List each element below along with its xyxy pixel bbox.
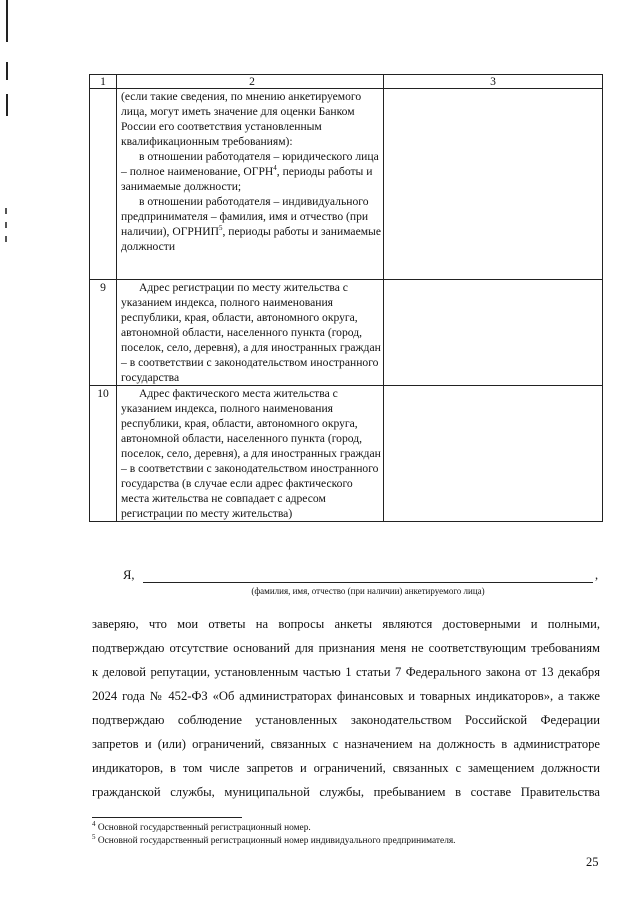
footnote-text: Основной государственный регистрационный номер. <box>95 823 311 833</box>
signature-row <box>123 568 603 586</box>
footnote-mark: 4 <box>92 819 96 828</box>
scan-artifact <box>5 236 7 242</box>
scan-artifact <box>6 62 8 80</box>
question-paragraph: (если такие сведения, по мнению анкетируемого лица, могут иметь значение для оценки Банком России его соответствия установленным квалификационным требованиям): <box>121 90 362 148</box>
table-row-employment <box>90 89 603 280</box>
signature-suffix: , <box>595 568 599 582</box>
answer-cell[interactable] <box>384 89 603 280</box>
declaration-line: гражданской службы, муниципальной службы, пребыванием в составе Правительства <box>92 785 600 799</box>
declaration-line: подтверждаю соблюдение установленных законодательством Российской Федерации <box>92 713 600 727</box>
declaration-line: запретов и (или) ограничений, связанных с назначением на должность в администраторе <box>92 737 600 751</box>
declaration-line: подтверждаю отсутствие оснований для признания меня не соответствующим требованиям <box>92 641 600 655</box>
scan-artifact <box>6 94 8 116</box>
question-text: Адрес регистрации по месту жительства с указанием индекса, полного наименования республики, края, области, автономного округа, автономной области, населенного пункта (город, поселок, село, деревня), а для иностранных граждан – в соответствии с законодательством иностранного государства <box>121 281 381 384</box>
row-number <box>90 89 117 280</box>
paragraph-text: в отношении работодателя – индивидуального предпринимателя – фамилия, имя и отчество (при наличии), ОГРНИП <box>121 195 369 238</box>
answer-cell[interactable] <box>384 386 603 522</box>
signature-prefix: Я, <box>123 568 135 582</box>
footnote-ref-4[interactable]: 4 <box>273 164 277 173</box>
declaration-line: 2024 года № 452-ФЗ «Об администраторах финансовых и товарных индикаторов», а также <box>92 689 600 703</box>
signature-hint: (фамилия, имя, отчество (при наличии) анкетируемого лица) <box>251 586 485 596</box>
question-text: Адрес фактического места жительства с указанием индекса, полного наименования республики, края, области, автономного округа, автономной области, населенного пункта (город, поселок, село, деревня), а для иностранных граждан – в соответствии с законодательством иностранного государства (в случае если адрес фактического места жительства не совпадает с адресом регистрации по месту жительства) <box>121 387 381 520</box>
table-row-actual-address <box>90 386 603 522</box>
footnote-divider <box>92 817 242 818</box>
header-col-2: 2 <box>117 75 384 89</box>
paragraph-text: , периоды работы и занимаемые должности <box>121 225 381 253</box>
declaration-line: индикаторов, в том числе запретов и ограничений, связанных с замещением должности <box>92 761 600 775</box>
header-col-1: 1 <box>90 75 117 89</box>
row-number: 9 <box>90 280 117 386</box>
declaration-text <box>92 612 600 804</box>
footnote-4 <box>92 819 602 834</box>
question-paragraph-entrepreneur <box>121 194 381 254</box>
row-question <box>117 386 384 522</box>
row-question <box>117 280 384 386</box>
scan-artifact <box>6 0 8 42</box>
table-row-registration-address <box>90 280 603 386</box>
header-col-3: 3 <box>384 75 603 89</box>
page-number: 25 <box>586 855 599 869</box>
footnote-mark: 5 <box>92 832 96 841</box>
row-number: 10 <box>90 386 117 522</box>
footnote-text: Основной государственный регистрационный номер индивидуального предпринимателя. <box>95 836 456 846</box>
questionnaire-table <box>89 74 603 522</box>
paragraph-text: , периоды работы и занимаемые должности; <box>121 165 373 193</box>
question-paragraph-legal-entity <box>121 149 381 194</box>
row-question <box>117 89 384 280</box>
answer-cell[interactable] <box>384 280 603 386</box>
scan-artifact <box>5 208 7 214</box>
declaration-line: к деловой репутации, установленным частью 1 статьи 7 Федерального закона от 13 декабря <box>92 665 600 679</box>
scan-artifact <box>5 222 7 228</box>
table-header-row <box>90 75 603 89</box>
footnote-5 <box>92 832 602 847</box>
declaration-line: заверяю, что мои ответы на вопросы анкеты являются достоверными и полными, <box>92 617 600 631</box>
signature-name-field[interactable] <box>143 582 593 583</box>
paragraph-text: в отношении работодателя – юридического лица – полное наименование, ОГРН <box>121 150 379 178</box>
footnote-ref-5[interactable]: 5 <box>218 224 223 233</box>
